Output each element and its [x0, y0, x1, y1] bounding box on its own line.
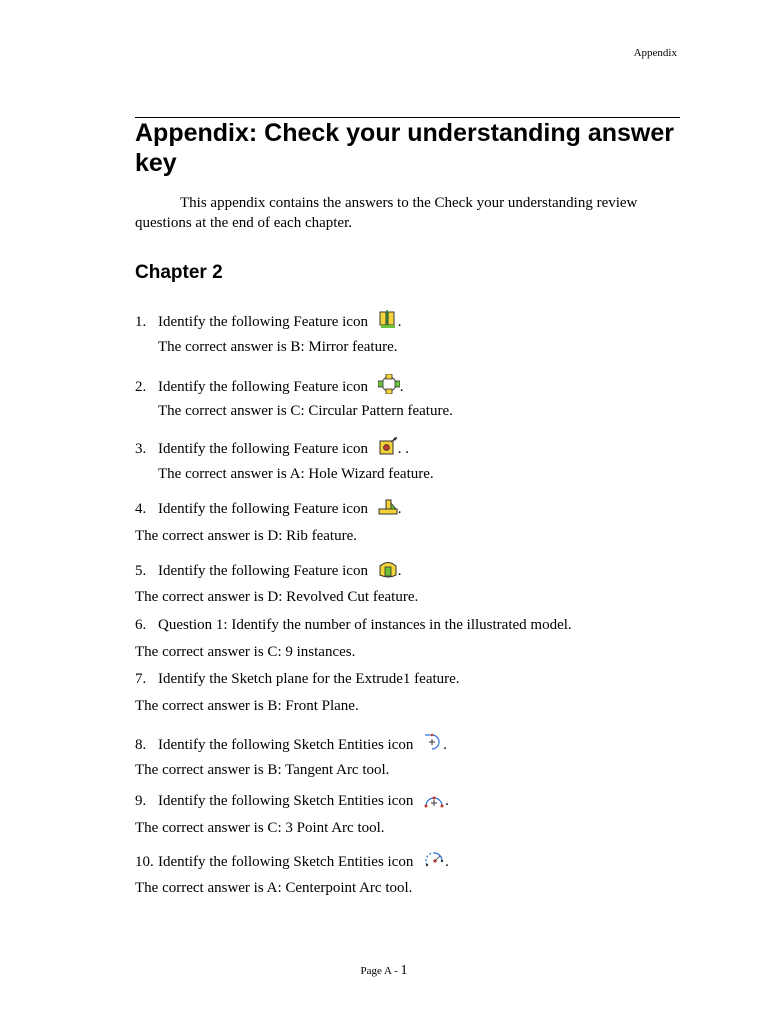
- answer-3: The correct answer is A: Hole Wizard feature.: [158, 466, 434, 482]
- rib-icon: [378, 498, 398, 522]
- intro-paragraph: This appendix contains the answers to the Check your understanding review questions at the end of each chapter.: [135, 195, 638, 231]
- three-point-arc-icon: [423, 792, 445, 814]
- chapter-heading: Chapter 2: [135, 262, 223, 283]
- question-3: 3. Identify the following Feature icon . .: [135, 437, 409, 462]
- question-9: 9. Identify the following Sketch Entities icon .: [135, 791, 449, 814]
- answer-4: The correct answer is D: Rib feature.: [135, 528, 357, 544]
- page-label: Page A -: [360, 965, 401, 977]
- question-4: 4. Identify the following Feature icon .: [135, 498, 401, 522]
- answer-6: The correct answer is C: 9 instances.: [135, 644, 356, 660]
- question-8: 8. Identify the following Sketch Entities icon .: [135, 732, 447, 758]
- running-header: Appendix: [633, 47, 677, 59]
- answer-5: The correct answer is D: Revolved Cut feature.: [135, 589, 419, 605]
- question-6: 6. Question 1: Identify the number of instances in the illustrated model.: [135, 617, 572, 633]
- mirror-icon: [378, 310, 398, 335]
- question-5: 5. Identify the following Feature icon .: [135, 560, 401, 584]
- question-10: 10. Identify the following Sketch Entities icon .: [135, 851, 449, 875]
- question-2: 2. Identify the following Feature icon .: [135, 374, 403, 400]
- answer-8: The correct answer is B: Tangent Arc tool.: [135, 762, 390, 778]
- page-number: 1: [400, 963, 408, 978]
- revolved-cut-icon: [378, 560, 398, 584]
- answer-7: The correct answer is B: Front Plane.: [135, 698, 359, 714]
- question-7: 7. Identify the Sketch plane for the Extrude1 feature.: [135, 671, 460, 687]
- page-title: Appendix: Check your understanding answer key: [135, 119, 674, 177]
- question-1: 1. Identify the following Feature icon .: [135, 310, 401, 335]
- answer-1: The correct answer is B: Mirror feature.: [158, 339, 398, 355]
- hole-wizard-icon: [378, 437, 398, 462]
- tangent-arc-icon: [423, 732, 443, 758]
- answer-9: The correct answer is C: 3 Point Arc tool.: [135, 820, 385, 836]
- centerpoint-arc-icon: [423, 851, 445, 875]
- answer-2: The correct answer is C: Circular Pattern feature.: [158, 403, 453, 419]
- answer-10: The correct answer is A: Centerpoint Arc tool.: [135, 880, 413, 896]
- page-footer: [0, 963, 768, 979]
- circular-pattern-icon: [378, 374, 400, 400]
